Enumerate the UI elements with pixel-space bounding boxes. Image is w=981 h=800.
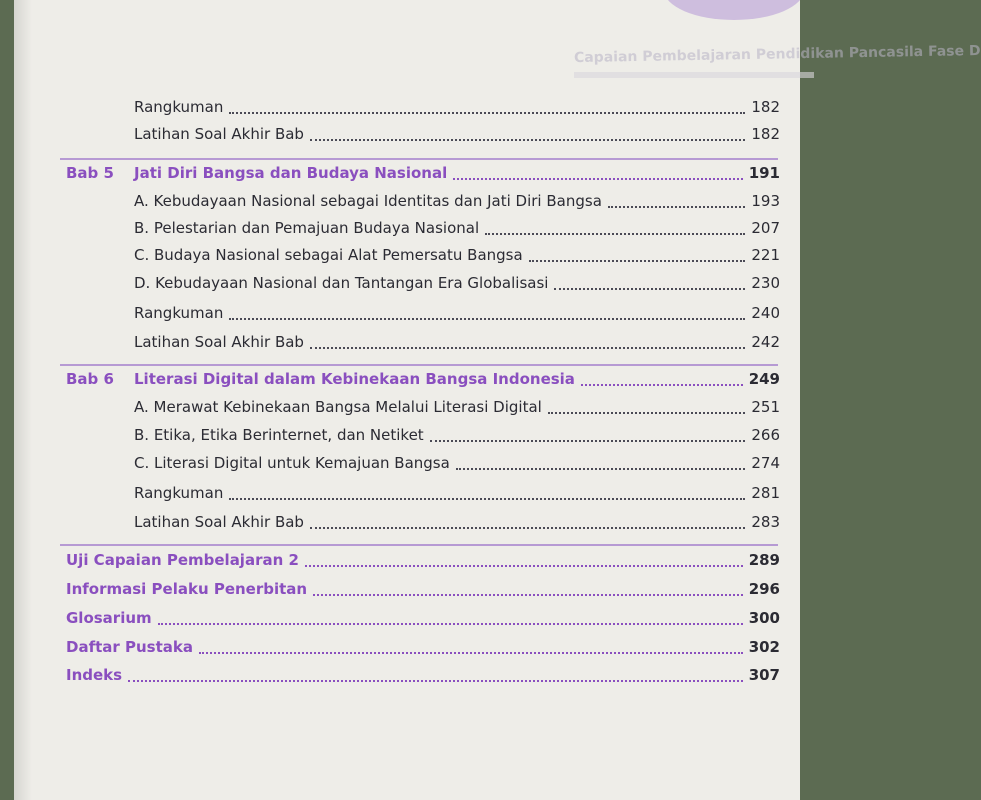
entry-title: Informasi Pelaku Penerbitan	[66, 580, 308, 598]
page-number: 182	[751, 98, 780, 116]
dot-leader	[608, 206, 745, 208]
toc-chapter-entry	[66, 367, 780, 391]
bleed-through-heading: Capaian Pembelajaran Pendidikan Pancasila Fase D	[573, 42, 981, 67]
dot-leader	[456, 468, 746, 470]
toc-backmatter-entry	[66, 548, 780, 572]
toc-subentry	[134, 423, 780, 447]
toc-subentry	[134, 301, 780, 325]
entry-title: A. Kebudayaan Nasional sebagai Identitas dan Jati Diri Bangsa	[134, 192, 602, 210]
entry-title: C. Literasi Digital untuk Kemajuan Bangsa	[134, 454, 450, 472]
toc-subentry	[134, 122, 780, 146]
entry-title: Glosarium	[66, 609, 152, 627]
entry-title: Daftar Pustaka	[66, 638, 194, 656]
bleed-through-line	[574, 72, 814, 78]
page-number: 302	[748, 638, 780, 656]
dot-leader	[485, 233, 745, 235]
decorative-blob	[664, 0, 804, 20]
page-number: 266	[751, 426, 780, 444]
book-page	[14, 0, 981, 800]
toc-backmatter-entry	[66, 606, 780, 630]
page-number: 191	[748, 164, 780, 182]
chapter-number: Bab 6	[66, 370, 114, 388]
page-number: 296	[748, 580, 780, 598]
entry-title: Indeks	[66, 666, 123, 684]
entry-title: A. Merawat Kebinekaan Bangsa Melalui Literasi Digital	[134, 398, 542, 416]
entry-title: Uji Capaian Pembelajaran 2	[66, 551, 299, 569]
section-divider	[60, 158, 778, 160]
toc-subentry	[134, 510, 780, 534]
toc-backmatter-entry	[66, 663, 780, 687]
toc-chapter-entry	[66, 161, 780, 185]
toc-subentry	[134, 271, 780, 295]
toc-subentry	[134, 330, 780, 354]
entry-title: Rangkuman	[134, 304, 224, 322]
dot-leader	[229, 112, 745, 114]
entry-title: D. Kebudayaan Nasional dan Tantangan Era Globalisasi	[134, 274, 549, 292]
entry-title: Latihan Soal Akhir Bab	[134, 333, 304, 351]
dot-leader	[229, 318, 745, 320]
dot-leader	[554, 288, 745, 290]
page-number: 274	[751, 454, 780, 472]
page-number: 307	[748, 666, 780, 684]
page-number: 240	[751, 304, 780, 322]
entry-title: Jati Diri Bangsa dan Budaya Nasional	[134, 164, 448, 182]
page-number: 300	[748, 609, 780, 627]
dot-leader	[430, 440, 746, 442]
dot-leader	[305, 565, 743, 567]
toc-backmatter-entry	[66, 577, 780, 601]
page-number: 249	[748, 370, 780, 388]
dot-leader	[529, 260, 746, 262]
dot-leader	[453, 178, 742, 180]
dot-leader	[128, 680, 743, 682]
toc-subentry	[134, 189, 780, 213]
entry-title: Latihan Soal Akhir Bab	[134, 125, 304, 143]
toc-subentry	[134, 451, 780, 475]
toc-subentry	[134, 481, 780, 505]
page-number: 283	[751, 513, 780, 531]
entry-title: C. Budaya Nasional sebagai Alat Pemersatu Bangsa	[134, 246, 523, 264]
page-number: 289	[748, 551, 780, 569]
toc-subentry	[134, 95, 780, 119]
entry-title: B. Pelestarian dan Pemajuan Budaya Nasional	[134, 219, 480, 237]
dot-leader	[548, 412, 746, 414]
page-number: 207	[751, 219, 780, 237]
dot-leader	[310, 139, 745, 141]
dot-leader	[310, 347, 745, 349]
chapter-number: Bab 5	[66, 164, 114, 182]
toc-backmatter-entry	[66, 635, 780, 659]
entry-title: Latihan Soal Akhir Bab	[134, 513, 304, 531]
section-divider	[60, 364, 778, 366]
entry-title: Rangkuman	[134, 484, 224, 502]
toc-subentry	[134, 395, 780, 419]
entry-title: Literasi Digital dalam Kebinekaan Bangsa Indonesia	[134, 370, 575, 388]
toc-subentry	[134, 216, 780, 240]
page-number: 221	[751, 246, 780, 264]
toc-subentry	[134, 243, 780, 267]
dot-leader	[310, 527, 745, 529]
page-number: 251	[751, 398, 780, 416]
dot-leader	[229, 498, 745, 500]
dot-leader	[158, 623, 743, 625]
dot-leader	[313, 594, 743, 596]
page-number: 230	[751, 274, 780, 292]
page-number: 281	[751, 484, 780, 502]
entry-title: Rangkuman	[134, 98, 224, 116]
dot-leader	[581, 384, 743, 386]
section-divider	[60, 544, 778, 546]
dot-leader	[199, 652, 743, 654]
page-number: 193	[751, 192, 780, 210]
entry-title: B. Etika, Etika Berinternet, dan Netiket	[134, 426, 424, 444]
page-number: 242	[751, 333, 780, 351]
page-number: 182	[751, 125, 780, 143]
